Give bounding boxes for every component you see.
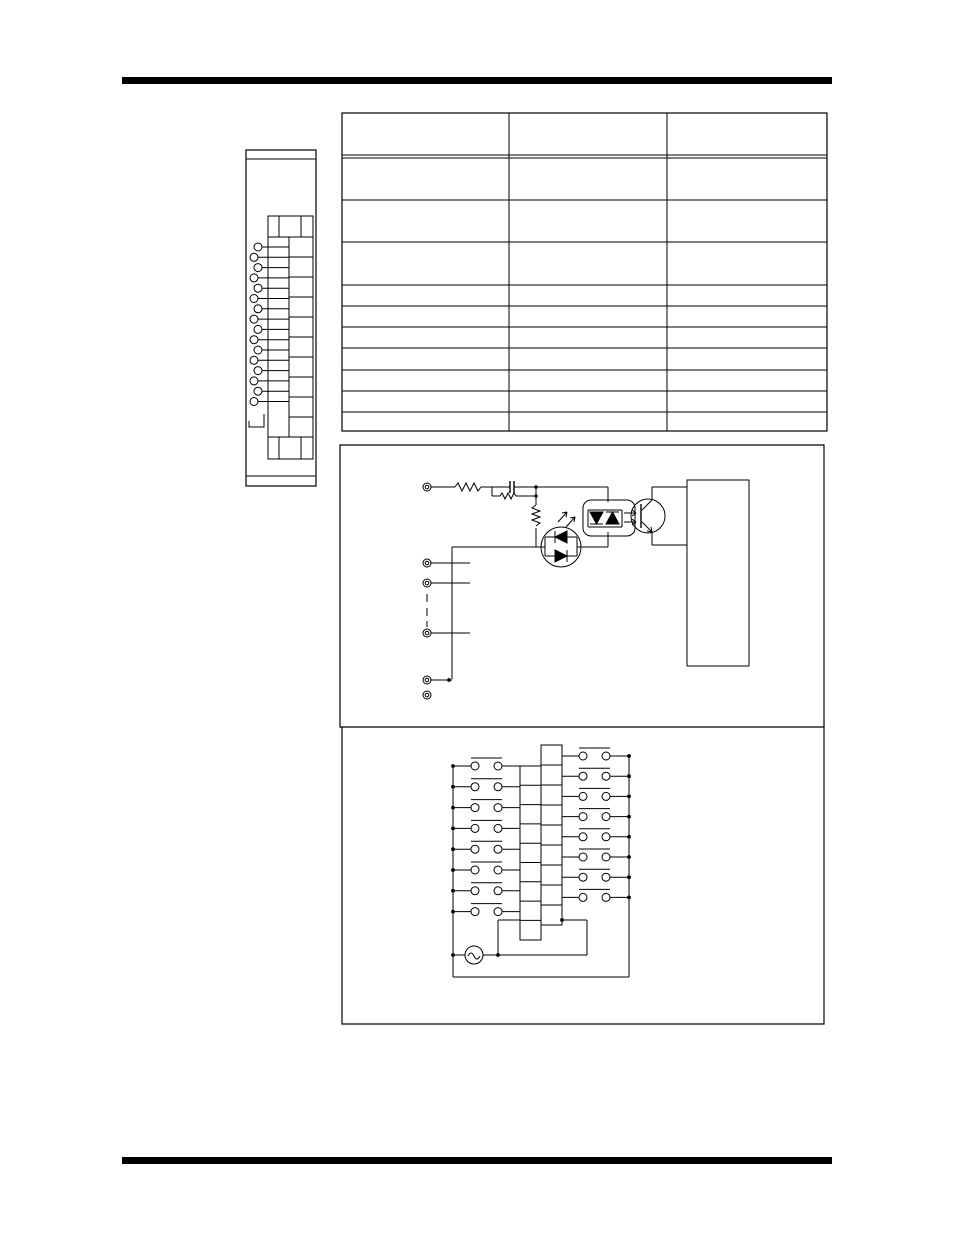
shunt-resistor-icon (532, 505, 540, 526)
front-terminal-screw (254, 367, 289, 375)
left-pushbutton-switch (452, 779, 520, 791)
front-terminal-screw (254, 264, 289, 272)
left-switch-group (452, 758, 520, 916)
indicator-led-icon (541, 527, 581, 567)
front-terminal-screw (250, 315, 289, 323)
right-switch-group (562, 748, 630, 901)
left-pushbutton-switch (452, 841, 520, 853)
front-terminal-screw (250, 377, 289, 385)
wiring-terminal-right-column (541, 745, 562, 925)
internal-circuit-block (687, 480, 749, 666)
wiring-diagram (342, 727, 824, 1024)
front-terminal-screw (254, 346, 289, 354)
right-pushbutton-switch (562, 849, 630, 861)
spec-table (342, 113, 827, 431)
front-terminal-screw (254, 325, 289, 333)
front-terminal-screw (250, 253, 289, 261)
right-pushbutton-switch (562, 809, 630, 821)
left-pushbutton-switch (452, 800, 520, 812)
input-circuit-diagram (340, 445, 824, 727)
bypass-resistor-icon (500, 493, 516, 499)
left-pushbutton-switch (452, 758, 520, 770)
series-resistor-icon (455, 483, 481, 491)
right-pushbutton-switch (562, 829, 630, 841)
front-terminal-screw (250, 336, 289, 344)
front-terminal-screw (250, 356, 289, 364)
left-pushbutton-switch (452, 883, 520, 895)
module-front-view (246, 150, 316, 486)
front-terminals (250, 243, 289, 406)
front-terminal-screw (250, 274, 289, 282)
front-terminal-screw (254, 243, 289, 251)
front-terminal-screw (250, 398, 289, 406)
left-pushbutton-switch (452, 904, 520, 916)
front-terminal-screw (254, 305, 289, 313)
right-pushbutton-switch (562, 889, 630, 901)
wiring-terminal-left-column (520, 766, 541, 940)
front-terminal-screw (254, 387, 289, 395)
right-pushbutton-switch (562, 869, 630, 881)
right-pushbutton-switch (562, 788, 630, 800)
front-terminal-screw (254, 284, 289, 292)
right-pushbutton-switch (562, 768, 630, 780)
left-pushbutton-switch (452, 862, 520, 874)
right-pushbutton-switch (562, 748, 630, 760)
left-pushbutton-switch (452, 820, 520, 832)
front-terminal-screw (250, 295, 289, 303)
